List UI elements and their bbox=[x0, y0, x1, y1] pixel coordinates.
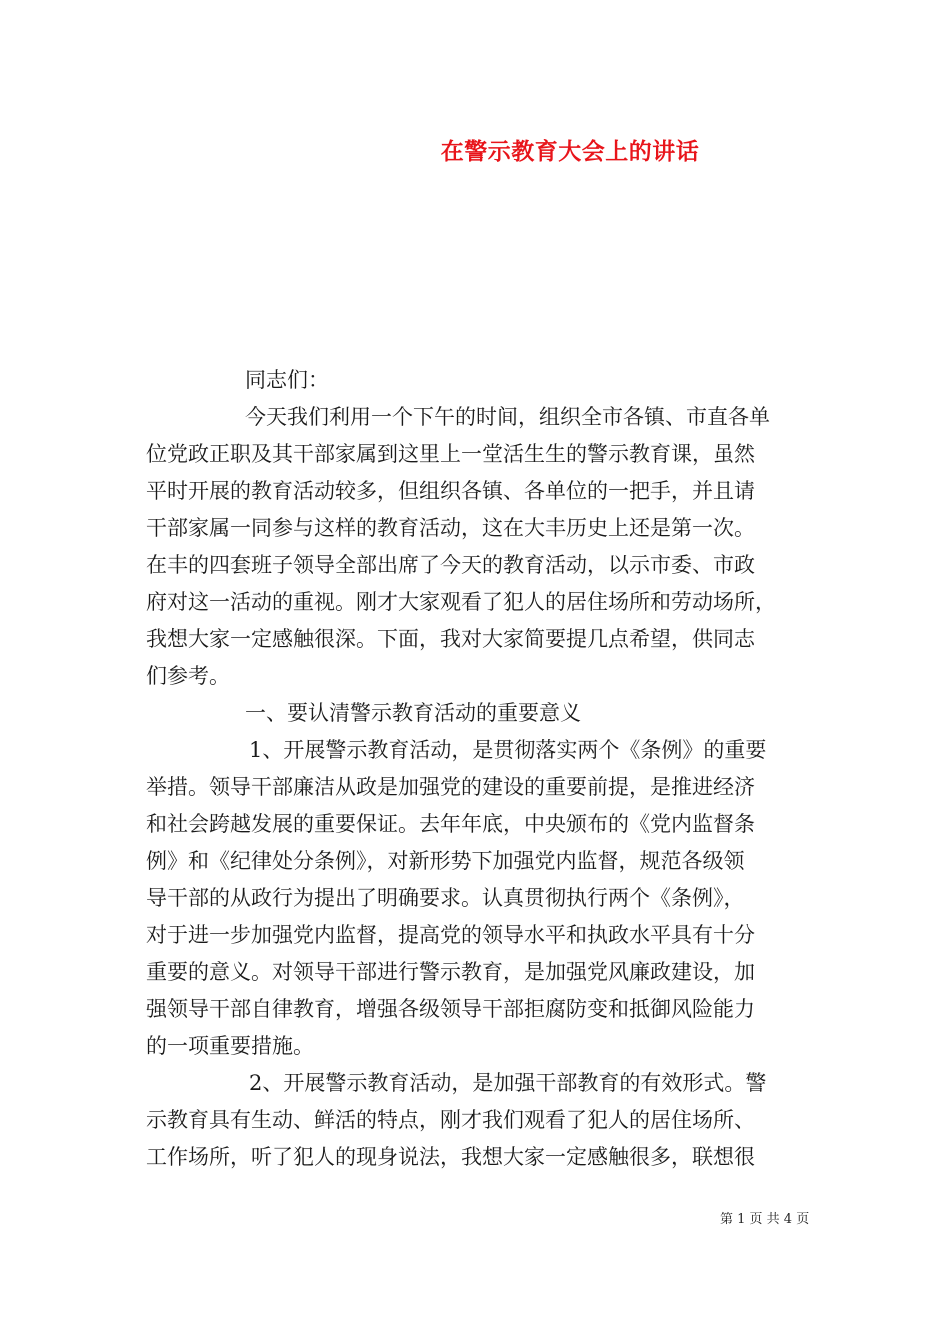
paragraph-line: 强领导干部自律教育，增强各级领导干部拒腐防变和抵御风险能力 bbox=[146, 997, 755, 1021]
paragraph-line: 举措。领导干部廉洁从政是加强党的建设的重要前提，是推进经济 bbox=[146, 775, 755, 799]
page-title: 在警示教育大会上的讲话 bbox=[440, 138, 700, 165]
paragraph-line: 工作场所，听了犯人的现身说法，我想大家一定感触很多，联想很 bbox=[146, 1145, 755, 1169]
paragraph-line: 府对这一活动的重视。刚才大家观看了犯人的居住场所和劳动场所， bbox=[146, 590, 776, 614]
paragraph-line: 们参考。 bbox=[146, 664, 230, 688]
paragraph-line: 今天我们利用一个下午的时间，组织全市各镇、市直各单 bbox=[245, 405, 770, 429]
paragraph-line: 我想大家一定感触很深。下面，我对大家简要提几点希望，供同志 bbox=[146, 627, 755, 651]
paragraph-line: 干部家属一同参与这样的教育活动，这在大丰历史上还是第一次。 bbox=[146, 516, 755, 540]
paragraph-line: 示教育具有生动、鲜活的特点，刚才我们观看了犯人的居住场所、 bbox=[146, 1108, 755, 1132]
paragraph-line: 例》和《纪律处分条例》，对新形势下加强党内监督，规范各级领 bbox=[146, 849, 745, 873]
document-body bbox=[146, 362, 806, 1176]
paragraph-line: 1、开展警示教育活动，是贯彻落实两个《条例》的重要 bbox=[249, 738, 767, 762]
paragraph-line: 在丰的四套班子领导全部出席了今天的教育活动，以示市委、市政 bbox=[146, 553, 755, 577]
paragraph-line: 重要的意义。对领导干部进行警示教育，是加强党风廉政建设，加 bbox=[146, 960, 755, 984]
paragraph-line: 2、开展警示教育活动，是加强干部教育的有效形式。警 bbox=[249, 1071, 767, 1095]
paragraph-line: 对于进一步加强党内监督，提高党的领导水平和执政水平具有十分 bbox=[146, 923, 755, 947]
paragraph-line: 和社会跨越发展的重要保证。去年年底，中央颁布的《党内监督条 bbox=[146, 812, 755, 836]
paragraph-line: 的一项重要措施。 bbox=[146, 1034, 314, 1058]
page-number-footer: 第 1 页 共 4 页 bbox=[720, 1212, 810, 1227]
paragraph-line: 平时开展的教育活动较多，但组织各镇、各单位的一把手，并且请 bbox=[146, 479, 755, 503]
salutation: 同志们： bbox=[245, 368, 329, 392]
paragraph-line: 导干部的从政行为提出了明确要求。认真贯彻执行两个《条例》， bbox=[146, 886, 745, 910]
paragraph-line: 位党政正职及其干部家属到这里上一堂活生生的警示教育课，虽然 bbox=[146, 442, 755, 466]
section-heading: 一、要认清警示教育活动的重要意义 bbox=[245, 701, 581, 725]
